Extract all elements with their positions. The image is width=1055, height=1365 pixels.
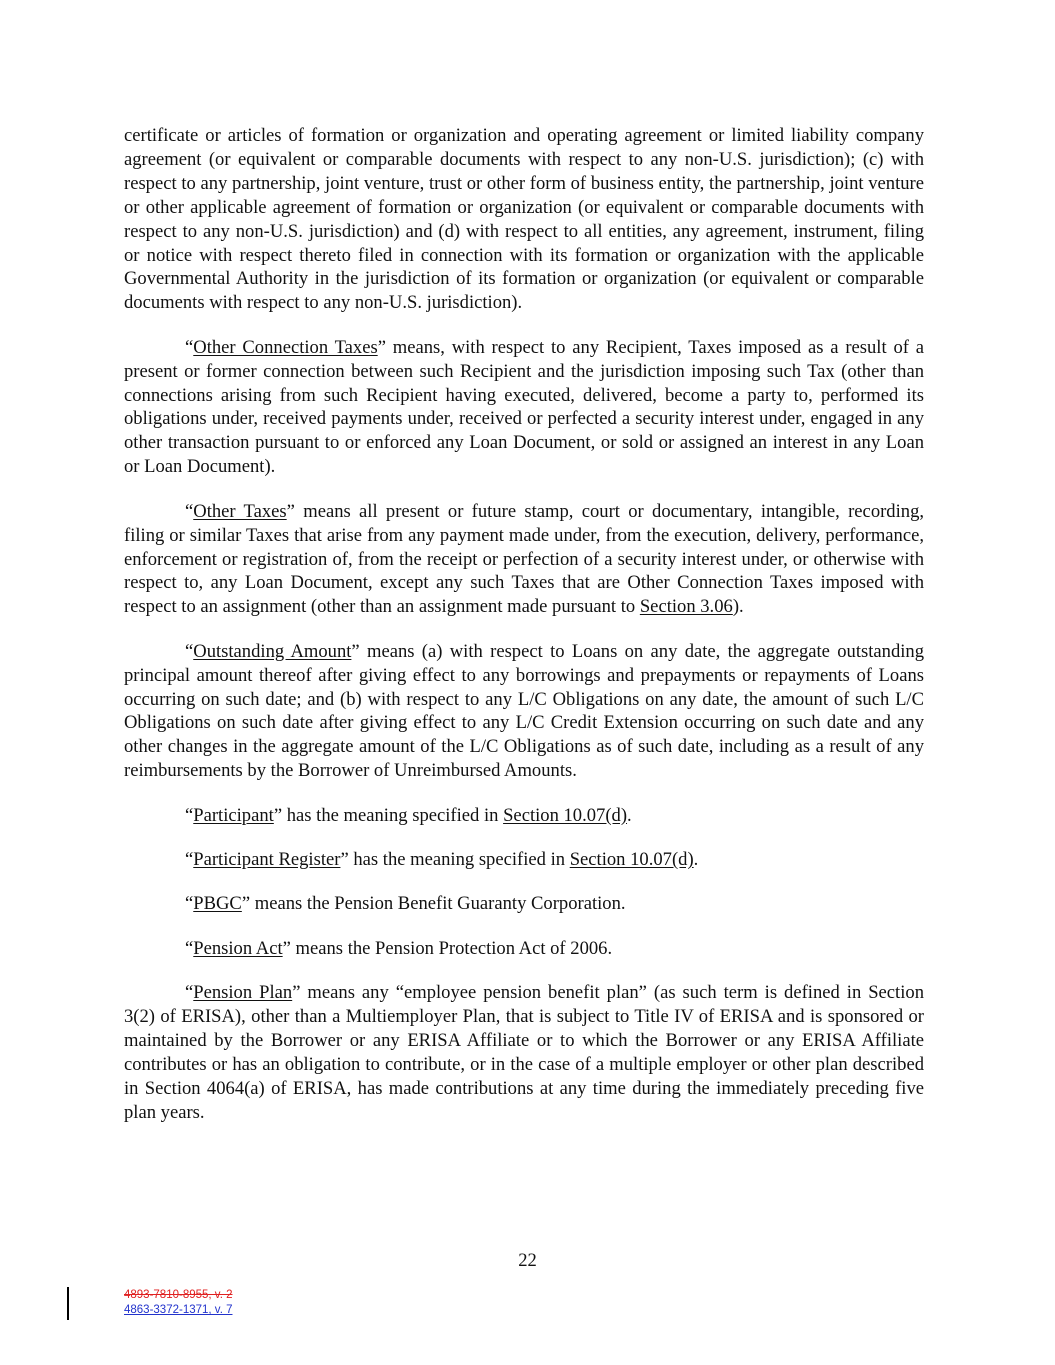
revision-change-bar [67, 1287, 69, 1320]
defined-term: Participant [193, 804, 274, 826]
defined-term: PBGC [193, 893, 242, 915]
definition-participant: “Participant” has the meaning specified in Section 10.07(d). [185, 804, 632, 826]
definition-tail: . [627, 804, 632, 826]
definition-text: means the Pension Benefit Guaranty Corporation. [250, 893, 626, 915]
page-number: 22 [518, 1250, 537, 1271]
definition-outstanding-amount: “Outstanding Amount” means (a) with respect to Loans on any date, the aggregate outstanding principal amount thereof after giving effect to any borrowings and prepayments or repayments of Loans occurring on such date; and (b) with respect to any L/C Obligations on any date, the amount of such L/C Obligations on such date after giving effect to any L/C Credit Extension occurring on such date and any other changes in the aggregate amount of the L/C Obligations as of such date, including as a result of any reimbursements by the Borrower of Unreimbursed Amounts. [124, 640, 925, 782]
inserted-document-id: 4863-3372-1371, v. 7 [124, 1304, 233, 1316]
defined-term: Pension Plan [193, 982, 293, 1004]
defined-term: Other Connection Taxes [193, 336, 378, 358]
defined-term: Participant Register [193, 849, 341, 871]
paragraph-continuation: certificate or articles of formation or organization and operating agreement or limited liability company agreement (or equivalent or comparable documents with respect to any non-U.S. jurisdiction); (c) with respect to any partnership, joint venture, trust or other form of business entity, the partnership, joint venture or other applicable agreement of formation or organization (or equivalent or comparable documents with respect to any non-U.S. jurisdiction) and (d) with respect to all entities, any agreement, instrument, filing or notice with respect thereto filed in connection with its formation or organization with the applicable Governmental Authority in the jurisdiction of its formation or organization (or equivalent or comparable documents with respect to any non-U.S. jurisdiction). [124, 125, 924, 314]
defined-term: Other Taxes [193, 500, 287, 522]
definition-text: has the meaning specified in [282, 804, 504, 826]
definition-other-connection-taxes: “Other Connection Taxes” means, with respect to any Recipient, Taxes imposed as a result of a present or former connection between such Recipient and the jurisdiction imposing such Tax (other than connections arising from such Recipient having executed, delivered, become a party to, performed its obligations under, received payments under, received or perfected a security interest under, engaged in any other transaction pursuant to or enforced any Loan Document, or sold or assigned an interest in any Loan or Loan Document). [124, 336, 924, 478]
definition-text: means all present or future stamp, court or documentary, intangible, recording, filing or similar Taxes that arise from any payment made under, from the execution, delivery, performance, enforcement or registration of, from the receipt or perfection of a security interest under, or otherwise with respect to, any Loan Document, except any such Taxes that are Other Connection Taxes imposed with respect to an assignment (other than an assignment made pursuant to [124, 500, 925, 618]
definition-text: means (a) with respect to Loans on any date, the aggregate outstanding principal amount thereof after giving effect to any borrowings and prepayments or repayments of Loans occurring on such date; and (b) with respect to any L/C Obligations on any date, the amount of such L/C Obligations on such date after giving effect to any L/C Credit Extension occurring on such date and any other changes in the aggregate amount of the L/C Obligations as of such date, including as a result of any reimbursements by the Borrower of Unreimbursed Amounts. [124, 640, 925, 782]
definition-text: means, with respect to any Recipient, Taxes imposed as a result of a present or former connection between such Recipient and the jurisdiction imposing such Tax (other than connections arising from such Recipient having executed, delivered, become a party to, performed its obligations under, received payments under, received or perfected a security interest under, engaged in any other transaction pursuant to or enforced any Loan Document, or sold or assigned an interest in any Loan or Loan Document). [124, 336, 924, 478]
section-reference: Section 10.07(d) [569, 849, 694, 871]
defined-term: Pension Act [193, 937, 283, 959]
section-reference: Section 10.07(d) [503, 804, 628, 826]
definition-tail: . [693, 849, 699, 871]
definition-participant-register: “Participant Register” has the meaning specified in Section 10.07(d). [185, 849, 699, 871]
definition-pbgc: “PBGC” means the Pension Benefit Guaranty Corporation. [185, 893, 626, 915]
definition-pension-plan: “Pension Plan” means any “employee pension benefit plan” (as such term is defined in Section 3(2) of ERISA), other than a Multiemployer Plan, that is subject to Title IV of ERISA and is sponsored or maintained by the Borrower or any ERISA Affiliate or to which the Borrower or any ERISA Affiliate contributes or has an obligation to contribute, or in the case of a multiple employer or other plan described in Section 4064(a) of ERISA, has made contributions at any time during the immediately preceding five plan years. [124, 982, 924, 1123]
definition-text: has the meaning specified in [348, 849, 570, 871]
section-reference: Section 3.06 [639, 596, 733, 618]
definition-pension-act: “Pension Act” means the Pension Protection Act of 2006. [185, 937, 613, 959]
definition-other-taxes: “Other Taxes” means all present or future stamp, court or documentary, intangible, recording, filing or similar Taxes that arise from any payment made under, from the execution, delivery, performance, enforcement or registration of, from the receipt or perfection of a security interest under, or otherwise with respect to, any Loan Document, except any such Taxes that are Other Connection Taxes imposed with respect to an assignment (other than an assignment made pursuant to Section 3.06). [124, 500, 925, 618]
definition-text: means any “employee pension benefit plan” (as such term is defined in Section 3(2) of ERISA), other than a Multiemployer Plan, that is subject to Title IV of ERISA and is sponsored or maintained by the Borrower or any ERISA Affiliate or to which the Borrower or any ERISA Affiliate contributes or has an obligation to contribute, or in the case of a multiple employer or other plan described in Section 4064(a) of ERISA, has made contributions at any time during the immediately preceding five plan years. [124, 982, 924, 1123]
document-body [124, 124, 924, 1125]
definition-tail: ). [732, 596, 744, 618]
definition-text: means the Pension Protection Act of 2006. [290, 937, 613, 959]
defined-term: Outstanding Amount [193, 640, 352, 662]
deleted-document-id: 4893-7810-8955, v. 2 [124, 1289, 233, 1301]
